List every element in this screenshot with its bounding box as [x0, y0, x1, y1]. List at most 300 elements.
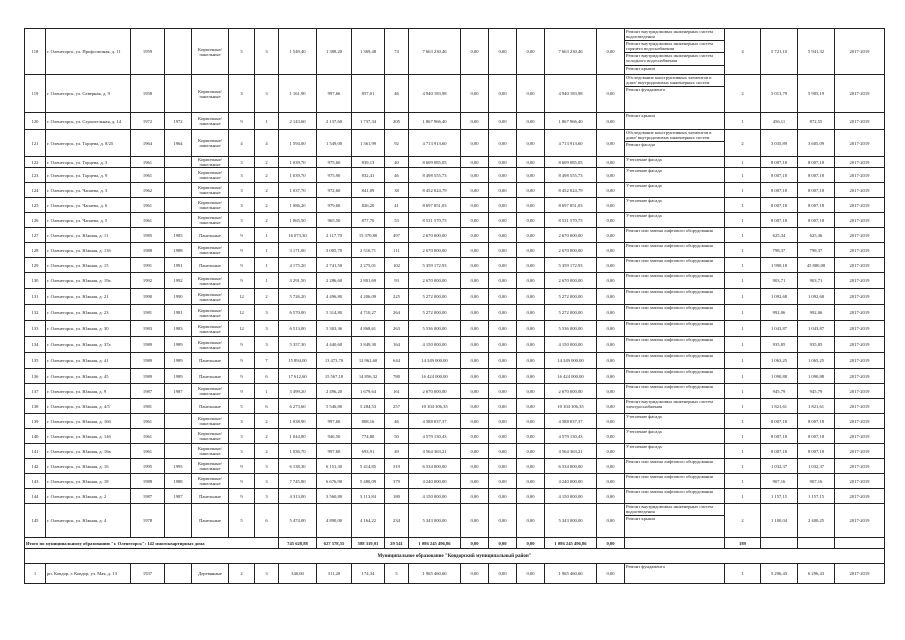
- cell-per: 2017-2019: [835, 289, 885, 305]
- cell-en: 3: [255, 489, 279, 504]
- cell-f5: 0,00: [597, 459, 625, 474]
- cell-f4: 5 343 000,00: [545, 504, 597, 538]
- cell-f3: 0,00: [517, 198, 545, 213]
- cell-fl: 9: [229, 258, 255, 273]
- table-row: [25, 489, 885, 504]
- cell-ar1: 15 894,00: [279, 353, 317, 369]
- cell-wall: Панельные: [192, 489, 229, 504]
- cell-y1: 1937: [131, 564, 165, 584]
- cell-wall: Кирпичные/ панельные: [192, 321, 229, 337]
- cell-f1: 0,00: [461, 369, 489, 384]
- cell-wall: Кирпичные/ панельные: [192, 130, 229, 157]
- table-row: [25, 130, 885, 157]
- cell-works: [625, 369, 725, 384]
- table-row: [25, 213, 885, 228]
- cell-k: 1: [725, 414, 761, 429]
- cell-n: 119: [25, 75, 46, 113]
- cell-y1: 1985: [131, 228, 165, 243]
- cell-addr: г. Оленегорск, ул. Южная, д. 9: [46, 384, 131, 399]
- cell-per: 2017-2019: [835, 444, 885, 459]
- work-item: Ремонт внутридомовых инженерных систем водоотведения: [625, 504, 724, 516]
- table-row: [25, 429, 885, 444]
- total-row: [25, 538, 885, 549]
- cell-ar2: 5 303,36: [317, 321, 352, 337]
- cell-y1: 1989: [131, 353, 165, 369]
- cell-works: [625, 157, 725, 168]
- cell-addr: г. Оленегорск, ул. Чапаева, д. 6: [46, 198, 131, 213]
- cell-y2: [165, 198, 192, 213]
- work-item: Утепление фасада: [626, 213, 662, 218]
- cell-ar1: 5 726,20: [279, 289, 317, 305]
- cell-f2: 0,00: [489, 157, 517, 168]
- cell-res: 41: [385, 198, 409, 213]
- cell-k: 1: [725, 243, 761, 258]
- cell-wall: Кирпичные/ панельные: [192, 168, 229, 183]
- work-item: Утепление фасада: [626, 157, 662, 162]
- cell-k: 1: [725, 474, 761, 489]
- work-item: Ремонт или замена лифтового оборудования: [626, 459, 713, 464]
- cell-y2: 1964: [165, 130, 192, 157]
- cell-uc: 1 990,18: [761, 258, 798, 273]
- total-f4: 1 086 245 496,86: [545, 538, 597, 549]
- cell-works: [625, 444, 725, 459]
- work-item: Утепление фасада: [626, 444, 662, 449]
- cell-addr: г. Оленегорск, ул. Южная, д. 16: [46, 459, 131, 474]
- cell-ar2: 15 567,10: [317, 369, 352, 384]
- cell-ar1: 6 138,30: [279, 459, 317, 474]
- cell-k: 1: [725, 353, 761, 369]
- cell-ar3: 3 113,84: [352, 489, 385, 504]
- cell-y2: 1992: [165, 273, 192, 289]
- cell-y2: 1988: [165, 243, 192, 258]
- cell-n: 125: [25, 198, 46, 213]
- cell-per: 2017-2019: [835, 564, 885, 584]
- cell-y1: 1961: [131, 444, 165, 459]
- cell-addr: г. Оленегорск, ул. Торцева, д. 8/25: [46, 130, 131, 157]
- cell-f1: 0,00: [461, 113, 489, 130]
- table-row: [25, 273, 885, 289]
- cell-ar2: 2 117,70: [317, 228, 352, 243]
- cell-wall: Кирпичные/ панельные: [192, 474, 229, 489]
- cell-en: 2: [255, 429, 279, 444]
- cell-f5: 0,00: [597, 183, 625, 198]
- cell-addr: г. Оленегорск, ул. Южная, д. 30: [46, 321, 131, 337]
- cell-ar3: 841,09: [352, 183, 385, 198]
- cell-y2: 1987: [165, 384, 192, 399]
- cell-uc: 903,71: [761, 273, 798, 289]
- cell-y2: 1983: [165, 321, 192, 337]
- cell-mc: 935,85: [798, 337, 835, 353]
- cell-f1: 0,00: [461, 429, 489, 444]
- cell-f2: 0,00: [489, 353, 517, 369]
- cell-mc: 798,37: [798, 243, 835, 258]
- cell-f2: 0,00: [489, 305, 517, 321]
- cell-f5: 0,00: [597, 258, 625, 273]
- cell-mc: 8 007,18: [798, 444, 835, 459]
- cell-f5: 0,00: [597, 369, 625, 384]
- table-row: [25, 29, 885, 75]
- cell-f3: 0,00: [517, 213, 545, 228]
- work-item: Ремонт или замена лифтового оборудования: [626, 353, 713, 358]
- cell-y1: 1989: [131, 369, 165, 384]
- cell-ar3: 832,41: [352, 168, 385, 183]
- cell-y1: 1961: [131, 157, 165, 168]
- cell-uc: 8 007,18: [761, 183, 798, 198]
- cell-f1: 0,00: [461, 414, 489, 429]
- cell-n: 139: [25, 414, 46, 429]
- table-row: [25, 353, 885, 369]
- cell-y1: 1987: [131, 489, 165, 504]
- cell-ar1: 1 037,70: [279, 183, 317, 198]
- cell-ar2: 972,60: [317, 183, 352, 198]
- cell-n: 131: [25, 289, 46, 305]
- cell-n: 126: [25, 213, 46, 228]
- cell-f5: 0,00: [597, 321, 625, 337]
- cell-cost: 2 670 000,00: [409, 228, 461, 243]
- cell-addr: г. Оленегорск, ул. Южная, д. 4/5: [46, 399, 131, 414]
- cell-mc: 5 941,32: [798, 29, 835, 75]
- cell-ar3: 2 516,71: [352, 243, 385, 258]
- cell-n: 135: [25, 353, 46, 369]
- cell-addr: г. Оленегорск, ул. Южная, д. 23: [46, 305, 131, 321]
- cell-cost: 4 150 000,00: [409, 337, 461, 353]
- cell-ar3: 3 849,30: [352, 337, 385, 353]
- cell-k: 4: [725, 29, 761, 75]
- cell-addr: г. Оленегорск, ул. Чапаева, д. 5: [46, 213, 131, 228]
- cell-per: 2017-2019: [835, 384, 885, 399]
- cell-addr: г. Оленегорск, ул. Торцева, д. 3: [46, 157, 131, 168]
- cell-y2: [165, 168, 192, 183]
- cell-res: 46: [385, 414, 409, 429]
- cell-y2: 1972: [165, 113, 192, 130]
- cell-res: 102: [385, 258, 409, 273]
- cell-fl: 9: [229, 489, 255, 504]
- table-row: [25, 564, 885, 584]
- cell-en: 1: [255, 113, 279, 130]
- cell-fl: 3: [229, 75, 255, 113]
- cell-f3: 0,00: [517, 414, 545, 429]
- cell-f4: 5 272 000,00: [545, 305, 597, 321]
- cell-f5: 0,00: [597, 489, 625, 504]
- cell-ar1: 17 612,60: [279, 369, 317, 384]
- cell-ar2: 13 473,70: [317, 353, 352, 369]
- cell-ar1: 3 291,50: [279, 273, 317, 289]
- cell-uc: 1 063,25: [761, 353, 798, 369]
- cell-f5: 0,00: [597, 273, 625, 289]
- cell-uc: 1 821,61: [761, 399, 798, 414]
- cell-k: 1: [725, 489, 761, 504]
- cell-k: 1: [725, 459, 761, 474]
- cell-per: 2017-2019: [835, 429, 885, 444]
- cell-f3: 0,00: [517, 273, 545, 289]
- cell-f2: 0,00: [489, 429, 517, 444]
- cell-n: 124: [25, 183, 46, 198]
- cell-cost: 2 670 000,00: [409, 384, 461, 399]
- cell-y1: 1958: [131, 75, 165, 113]
- cell-ar2: 1 549,00: [317, 130, 352, 157]
- cell-cost: 4 150 000,00: [409, 489, 461, 504]
- cell-ar3: 15 370,80: [352, 228, 385, 243]
- cell-cost: 6 534 000,00: [409, 459, 461, 474]
- cell-ar2: 997,60: [317, 444, 352, 459]
- cell-fl: 9: [229, 353, 255, 369]
- table-row: [25, 384, 885, 399]
- cell-wall: Кирпичные/ панельные: [192, 289, 229, 305]
- cell-res: 205: [385, 113, 409, 130]
- cell-per: 2017-2019: [835, 353, 885, 369]
- total-per: [835, 538, 885, 549]
- cell-en: 1: [255, 273, 279, 289]
- cell-ar2: 1 388,20: [317, 29, 352, 75]
- cell-fl: 3: [229, 168, 255, 183]
- cell-n: 120: [25, 113, 46, 130]
- cell-n: 129: [25, 258, 46, 273]
- cell-works: [625, 258, 725, 273]
- cell-f2: 0,00: [489, 289, 517, 305]
- work-item: Ремонт крыши: [626, 65, 655, 71]
- cell-wall: Кирпичные/ панельные: [192, 459, 229, 474]
- cell-f1: 0,00: [461, 353, 489, 369]
- cell-f2: 0,00: [489, 337, 517, 353]
- cell-res: 225: [385, 289, 409, 305]
- cell-wall: Панельные: [192, 369, 229, 384]
- cell-addr: г. Оленегорск, ул. Южная, д. 19а: [46, 273, 131, 289]
- cell-uc: 8 007,18: [761, 168, 798, 183]
- cell-fl: 9: [229, 459, 255, 474]
- cell-ar3: 5 480,09: [352, 474, 385, 489]
- cell-f3: 0,00: [517, 444, 545, 459]
- cell-n: 130: [25, 273, 46, 289]
- cell-f5: 0,00: [597, 213, 625, 228]
- work-item: Ремонт или замена лифтового оборудования: [626, 384, 713, 389]
- cell-per: 2017-2019: [835, 414, 885, 429]
- cell-uc: 1 092,68: [761, 289, 798, 305]
- table-row: [25, 75, 885, 113]
- cell-f3: 0,00: [517, 564, 545, 584]
- cell-f4: 8 609 085,05: [545, 157, 597, 168]
- cell-addr: г. Оленегорск, ул. Южная, д. 16б: [46, 414, 131, 429]
- cell-fl: 3: [229, 157, 255, 168]
- cell-f4: 6 534 000,00: [545, 459, 597, 474]
- cell-f5: 0,00: [597, 444, 625, 459]
- cell-en: 3: [255, 564, 279, 584]
- cell-n: 138: [25, 399, 46, 414]
- cell-f5: 0,00: [597, 289, 625, 305]
- cell-cost: 2 670 000,00: [409, 273, 461, 289]
- cell-cost: 1 965 460,60: [409, 564, 461, 584]
- cell-per: 2017-2019: [835, 369, 885, 384]
- cell-wall: Панельные: [192, 504, 229, 538]
- cell-res: 644: [385, 353, 409, 369]
- cell-n: 137: [25, 384, 46, 399]
- cell-wall: Кирпичные/ панельные: [192, 157, 229, 168]
- cell-ar2: 979,60: [317, 198, 352, 213]
- cell-f2: 0,00: [489, 399, 517, 414]
- cell-y2: 1995: [165, 459, 192, 474]
- total-ar3: 588 319,91: [352, 538, 385, 549]
- cell-wall: Панельные: [192, 228, 229, 243]
- cell-f2: 0,00: [489, 113, 517, 130]
- cell-cost: 4 564 363,21: [409, 444, 461, 459]
- cell-en: 1: [255, 384, 279, 399]
- cell-f2: 0,00: [489, 384, 517, 399]
- cell-uc: 8 007,18: [761, 213, 798, 228]
- work-item: Обследование конструктивных элементов в доме/ внутридомовых инженерных систем: [625, 130, 724, 142]
- cell-f4: 14 349 000,00: [545, 353, 597, 369]
- cell-per: 2017-2019: [835, 504, 885, 538]
- cell-n: 142: [25, 459, 46, 474]
- cell-en: 3: [255, 459, 279, 474]
- cell-res: 92: [385, 130, 409, 157]
- cell-f3: 0,00: [517, 429, 545, 444]
- cell-y2: [165, 29, 192, 75]
- total-f5: 0,00: [597, 538, 625, 549]
- cell-wall: Кирпичные/ панельные: [192, 305, 229, 321]
- cell-f5: 0,00: [597, 243, 625, 258]
- cell-ar3: 4 164,22: [352, 504, 385, 538]
- cell-f4: 8 452 024,79: [545, 183, 597, 198]
- cell-f3: 0,00: [517, 289, 545, 305]
- cell-uc: 3 035,89: [761, 130, 798, 157]
- cell-wall: Панельные: [192, 258, 229, 273]
- cell-k: 2: [725, 504, 761, 538]
- cell-ar1: 1 065,50: [279, 213, 317, 228]
- cell-res: 93: [385, 273, 409, 289]
- cell-ar1: 6 570,00: [279, 305, 317, 321]
- cell-k: 1: [725, 369, 761, 384]
- cell-y1: 1983: [131, 321, 165, 337]
- table-row: [25, 168, 885, 183]
- cell-y1: 1987: [131, 384, 165, 399]
- cell-y1: 1988: [131, 474, 165, 489]
- cell-wall: Кирпичные/ панельные: [192, 384, 229, 399]
- work-item: Ремонт фундамента: [626, 564, 665, 569]
- cell-cost: 4 240 000,00: [409, 474, 461, 489]
- cell-en: 2: [255, 198, 279, 213]
- cell-addr: г. Оленегорск, ул. Северная, д. 9: [46, 75, 131, 113]
- cell-ar2: 965,50: [317, 213, 352, 228]
- cell-ar1: 3 171,00: [279, 243, 317, 258]
- cell-res: 5: [385, 564, 409, 584]
- cell-per: 2017-2019: [835, 474, 885, 489]
- cell-works: [625, 321, 725, 337]
- table-row: [25, 504, 885, 538]
- cell-n: 144: [25, 489, 46, 504]
- cell-ar2: 5 546,80: [317, 399, 352, 414]
- cell-works: [625, 459, 725, 474]
- cell-mc: 8 007,18: [798, 414, 835, 429]
- table-row: [25, 157, 885, 168]
- cell-addr: г. Оленегорск, ул. Южная, д. 15: [46, 258, 131, 273]
- cell-works: [625, 399, 725, 414]
- cell-ar3: 2 275,01: [352, 258, 385, 273]
- work-item: Ремонт фундамента: [626, 87, 665, 93]
- cell-f2: 0,00: [489, 29, 517, 75]
- cell-f4: 5 272 000,00: [545, 289, 597, 305]
- cell-uc: 1 043,87: [761, 321, 798, 337]
- cell-mc: 1 157,15: [798, 489, 835, 504]
- cell-n: 132: [25, 305, 46, 321]
- cell-res: 49: [385, 444, 409, 459]
- cell-per: 2017-2019: [835, 243, 885, 258]
- cell-en: 3: [255, 474, 279, 489]
- cell-mc: 945,79: [798, 384, 835, 399]
- cell-ar1: 1 044,80: [279, 429, 317, 444]
- work-item: Утепление фасада: [626, 414, 662, 419]
- cell-cost: 16 424 000,00: [409, 369, 461, 384]
- cell-f5: 0,00: [597, 474, 625, 489]
- cell-ar3: 774,80: [352, 429, 385, 444]
- cell-res: 263: [385, 321, 409, 337]
- cell-addr: г. Оленегорск, ул. Профсоюзная, д. 11: [46, 29, 131, 75]
- cell-y1: 1981: [131, 305, 165, 321]
- work-item: Ремонт внутридомовых инженерных систем водоотведения: [625, 29, 724, 41]
- register-sheet: [24, 28, 880, 584]
- cell-f3: 0,00: [517, 369, 545, 384]
- cell-cost: 8 697 851,03: [409, 198, 461, 213]
- cell-y2: 1989: [165, 369, 192, 384]
- cell-f4: 16 424 000,00: [545, 369, 597, 384]
- cell-y1: 1961: [131, 429, 165, 444]
- table-row: [25, 474, 885, 489]
- cell-res: 38: [385, 183, 409, 198]
- cell-works: [625, 213, 725, 228]
- cell-ar2: 311,20: [317, 564, 352, 584]
- cell-f1: 0,00: [461, 459, 489, 474]
- cell-mc: 8 007,18: [798, 429, 835, 444]
- cell-ar1: 16 073,30: [279, 228, 317, 243]
- cell-en: 2: [255, 289, 279, 305]
- cell-f4: 1 867 966,40: [545, 113, 597, 130]
- cell-y1: 1961: [131, 213, 165, 228]
- cell-mc: 1 821,61: [798, 399, 835, 414]
- cell-k: 1: [725, 113, 761, 130]
- cell-cost: 5 272 000,00: [409, 289, 461, 305]
- total-f1: 0,00: [461, 538, 489, 549]
- cell-y2: 1987: [165, 489, 192, 504]
- cell-f3: 0,00: [517, 75, 545, 113]
- cell-f2: 0,00: [489, 258, 517, 273]
- cell-en: 3: [255, 305, 279, 321]
- cell-en: 6: [255, 399, 279, 414]
- cell-f2: 0,00: [489, 564, 517, 584]
- cell-works: [625, 228, 725, 243]
- cell-cost: 5 272 000,00: [409, 305, 461, 321]
- cell-y1: 1978: [131, 504, 165, 538]
- cell-y1: 1961: [131, 168, 165, 183]
- cell-per: 2017-2019: [835, 321, 885, 337]
- cell-k: 1: [725, 183, 761, 198]
- work-item: Утепление фасада: [626, 183, 662, 188]
- cell-f2: 0,00: [489, 183, 517, 198]
- cell-works: [625, 429, 725, 444]
- cell-wall: Кирпичные/ панельные: [192, 243, 229, 258]
- cell-y2: 1991: [165, 258, 192, 273]
- work-item: Утепление фасада: [626, 168, 662, 173]
- cell-n: 122: [25, 157, 46, 168]
- cell-k: 1: [725, 384, 761, 399]
- cell-fl: 5: [229, 29, 255, 75]
- cell-y2: [165, 75, 192, 113]
- cell-fl: 3: [229, 429, 255, 444]
- cell-ar3: 12 962,60: [352, 353, 385, 369]
- cell-f4: 4 579 130,43: [545, 429, 597, 444]
- cell-addr: рп. Ковдор, г. Ковдор, ул. Мая, д. 13: [46, 564, 131, 584]
- cell-wall: Кирпичные/ панельные: [192, 113, 229, 130]
- cell-f5: 0,00: [597, 353, 625, 369]
- cell-f4: 2 670 000,00: [545, 228, 597, 243]
- cell-ar2: 997,60: [317, 414, 352, 429]
